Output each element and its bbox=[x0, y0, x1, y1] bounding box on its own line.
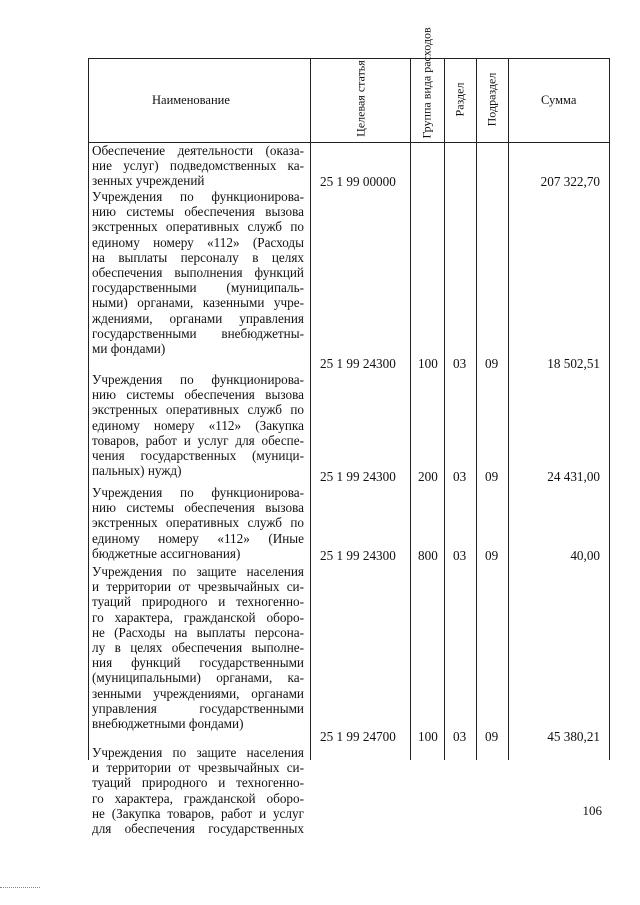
row-target-0: 25 1 99 00000 bbox=[320, 174, 396, 189]
row-group-3: 800 bbox=[418, 548, 438, 563]
row-sum-2: 24 431,00 bbox=[547, 469, 600, 484]
row-group-1: 100 bbox=[418, 356, 438, 371]
row-subsection-2: 09 bbox=[485, 469, 499, 484]
header-expense-group: Группа вида расходов bbox=[419, 27, 434, 139]
row-target-1: 25 1 99 24300 bbox=[320, 356, 396, 371]
header-target-article: Целевая статья bbox=[353, 60, 368, 137]
row-section-4: 03 bbox=[453, 729, 467, 744]
row-name-0: Обеспечение деятельности (оказа- ние услуг) подведомственных ка- зенных учреждений bbox=[92, 143, 304, 189]
header-name: Наименование bbox=[152, 93, 230, 107]
row-section-2: 03 bbox=[453, 469, 467, 484]
row-sum-0: 207 322,70 bbox=[540, 174, 600, 189]
row-target-4: 25 1 99 24700 bbox=[320, 729, 396, 744]
header-sum: Сумма bbox=[541, 93, 577, 107]
row-name-1: Учреждения по функционирова- нию системы обеспечения вызова экстренных оперативных служб по единому номеру «112» (Расходы на выплаты персоналу в целях обеспечения выполнения функций государственными (муниципаль- ными) органами, казенными учре- ждениями, органами управления государственными внебюджетны- ми фондами) bbox=[92, 189, 304, 356]
row-group-2: 200 bbox=[418, 469, 438, 484]
page-number: 106 bbox=[582, 803, 602, 818]
header-section: Раздел bbox=[452, 82, 467, 117]
row-subsection-1: 09 bbox=[485, 356, 499, 371]
row-name-2: Учреждения по функционирова- нию системы обеспечения вызова экстренных оперативных служб по единому номеру «112» (Закупка товаров, работ и услуг для обеспе- чения государственных (муници- пальных) нужд) bbox=[92, 372, 304, 479]
col-divider-group bbox=[410, 58, 411, 760]
row-group-4: 100 bbox=[418, 729, 438, 744]
header-subsection: Подраздел bbox=[484, 72, 499, 127]
row-sum-4: 45 380,21 bbox=[547, 729, 600, 744]
row-target-3: 25 1 99 24300 bbox=[320, 548, 396, 563]
row-sum-1: 18 502,51 bbox=[547, 356, 600, 371]
row-name-3: Учреждения по функционирова- нию системы обеспечения вызова экстренных оперативных служб по единому номеру «112» (Иные бюджетные ассигнования) bbox=[92, 485, 304, 561]
row-subsection-3: 09 bbox=[485, 548, 499, 563]
col-divider-subsection bbox=[476, 58, 477, 760]
row-subsection-4: 09 bbox=[485, 729, 499, 744]
col-divider-section bbox=[444, 58, 445, 760]
table-top-border bbox=[88, 58, 610, 59]
col-divider-sum bbox=[508, 58, 509, 760]
row-name-5: Учреждения по защите населения и территории от чрезвычайных си- туаций природного и техногенно- го характера, гражданской оборо- не (Закупка товаров, работ и услуг для обеспечения государственных bbox=[92, 745, 304, 836]
row-section-1: 03 bbox=[453, 356, 467, 371]
col-divider-target bbox=[310, 58, 311, 760]
table-right-border bbox=[609, 58, 610, 760]
row-sum-3: 40,00 bbox=[570, 548, 600, 563]
table-left-border bbox=[88, 58, 89, 760]
row-name-4: Учреждения по защите населения и территории от чрезвычайных си- туаций природного и техногенно- го характера, гражданской оборо- не (Расходы на выплаты персона- лу в целях обеспечения выполне- ния функций государственными (муниципальными) органами, ка- зенными учреждениями, органами управления государственными внебюджетными фондами) bbox=[92, 564, 304, 731]
row-target-2: 25 1 99 24300 bbox=[320, 469, 396, 484]
row-section-3: 03 bbox=[453, 548, 467, 563]
scan-edge-mark bbox=[0, 887, 40, 889]
